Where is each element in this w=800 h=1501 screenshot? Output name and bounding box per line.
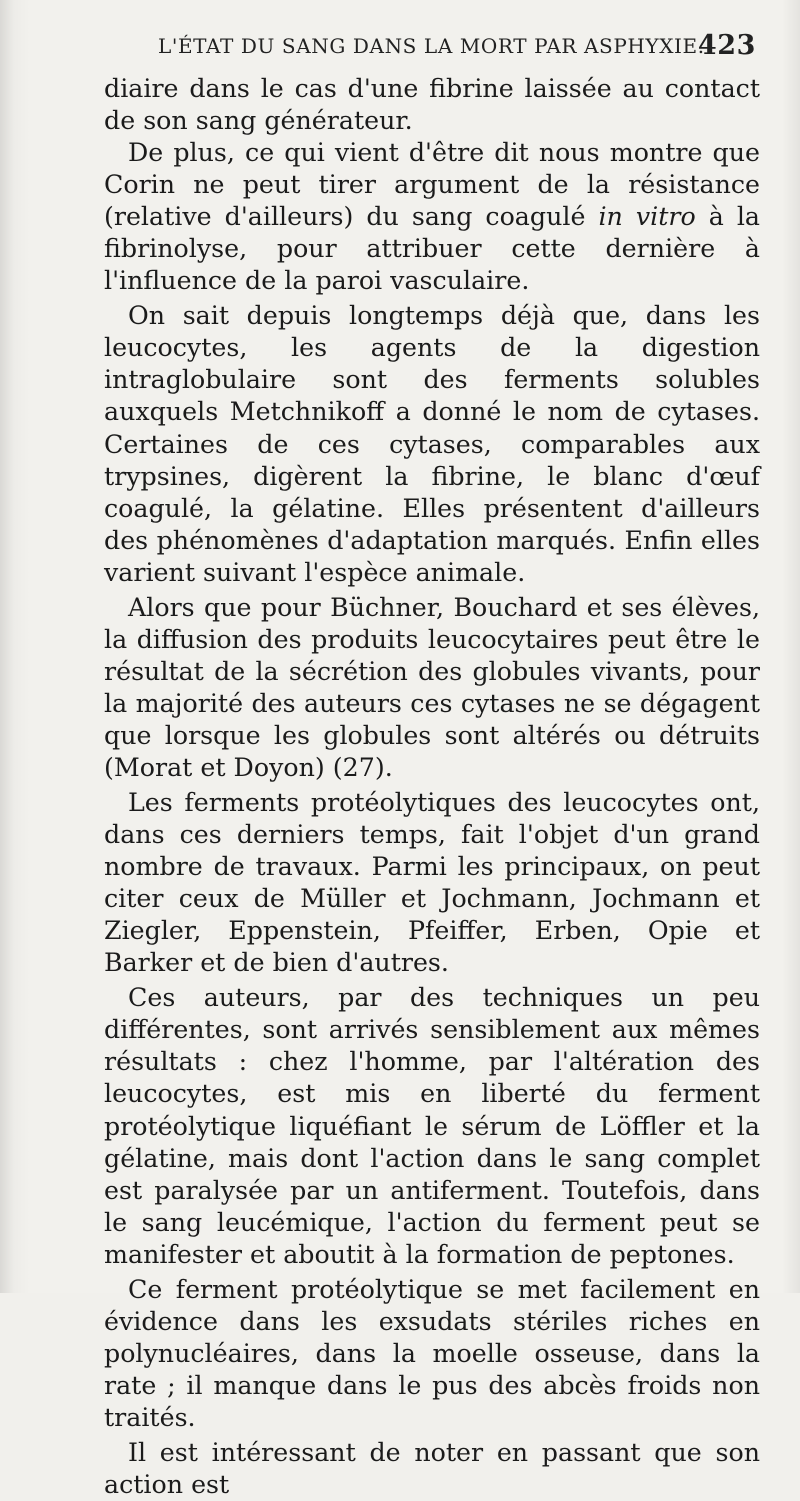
body-text <box>104 73 760 1501</box>
paragraph-text: à la fibrinolyse, pour attribuer cette dernière à l'influence de la paroi vasculaire. <box>104 202 760 296</box>
page-number: 423 <box>697 30 756 61</box>
page-header <box>158 30 758 64</box>
paragraph <box>104 137 760 297</box>
paragraph: Alors que pour Büchner, Bouchard et ses élèves, la diffusion des produits leucocytaires peut être le résultat de la sécrétion des globules vivants, pour la majorité des auteurs ces cytases ne se dégagent que lorsque les globules sont altérés ou détruits (Morat et Doyon) (27). <box>104 592 760 782</box>
paragraph: Ces auteurs, par des techniques un peu différentes, sont arrivés sensiblement aux mêmes résultats : chez l'homme, par l'altération des leucocytes, est mis en liberté du ferment protéolytique liquéfiant le sérum de Löffler et la gélatine, mais dont l'action dans le sang complet est paralysée par un antiferment. Toutefois, dans le sang leucémique, l'action du ferment peut se manifester et aboutit à la formation de peptones. <box>104 983 760 1269</box>
paragraph: On sait depuis longtemps déjà que, dans les leucocytes, les agents de la digestion intraglobulaire sont des ferments solubles auxquels Metchnikoff a donné le nom de cytases. Certaines de ces cytases, comparables aux trypsines, digèrent la fibrine, le blanc d'œuf coagulé, la gélatine. Elles présentent d'ailleurs des phénomènes d'adaptation marqués. Enfin elles varient suivant l'espèce animale. <box>104 301 760 587</box>
paragraph: Il est intéressant de noter en passant que son action est <box>104 1437 760 1500</box>
paragraph-continuation: diaire dans le cas d'une fibrine laissée au contact de son sang générateur. <box>104 74 760 136</box>
italic-term: in vitro <box>598 202 696 232</box>
paragraph-text: De plus, ce qui vient d'être dit nous montre que Corin ne peut tirer argument de la résistance (relative d'ailleurs) du sang coagulé <box>104 138 760 232</box>
paragraph: Les ferments protéolytiques des leucocytes ont, dans ces derniers temps, fait l'objet d'un grand nombre de travaux. Parmi les principaux, on peut citer ceux de Müller et Jochmann, Jochmann et Ziegler, Eppenstein, Pfeiffer, Erben, Opie et Barker et de bien d'autres. <box>104 788 760 978</box>
running-head: L'ÉTAT DU SANG DANS LA MORT PAR ASPHYXIE. <box>158 34 705 58</box>
paragraph: Ce ferment protéolytique se met facilement en évidence dans les exsudats stériles riches en polynucléaires, dans la moelle osseuse, dans la rate ; il manque dans le pus des abcès froids non traités. <box>104 1274 760 1432</box>
